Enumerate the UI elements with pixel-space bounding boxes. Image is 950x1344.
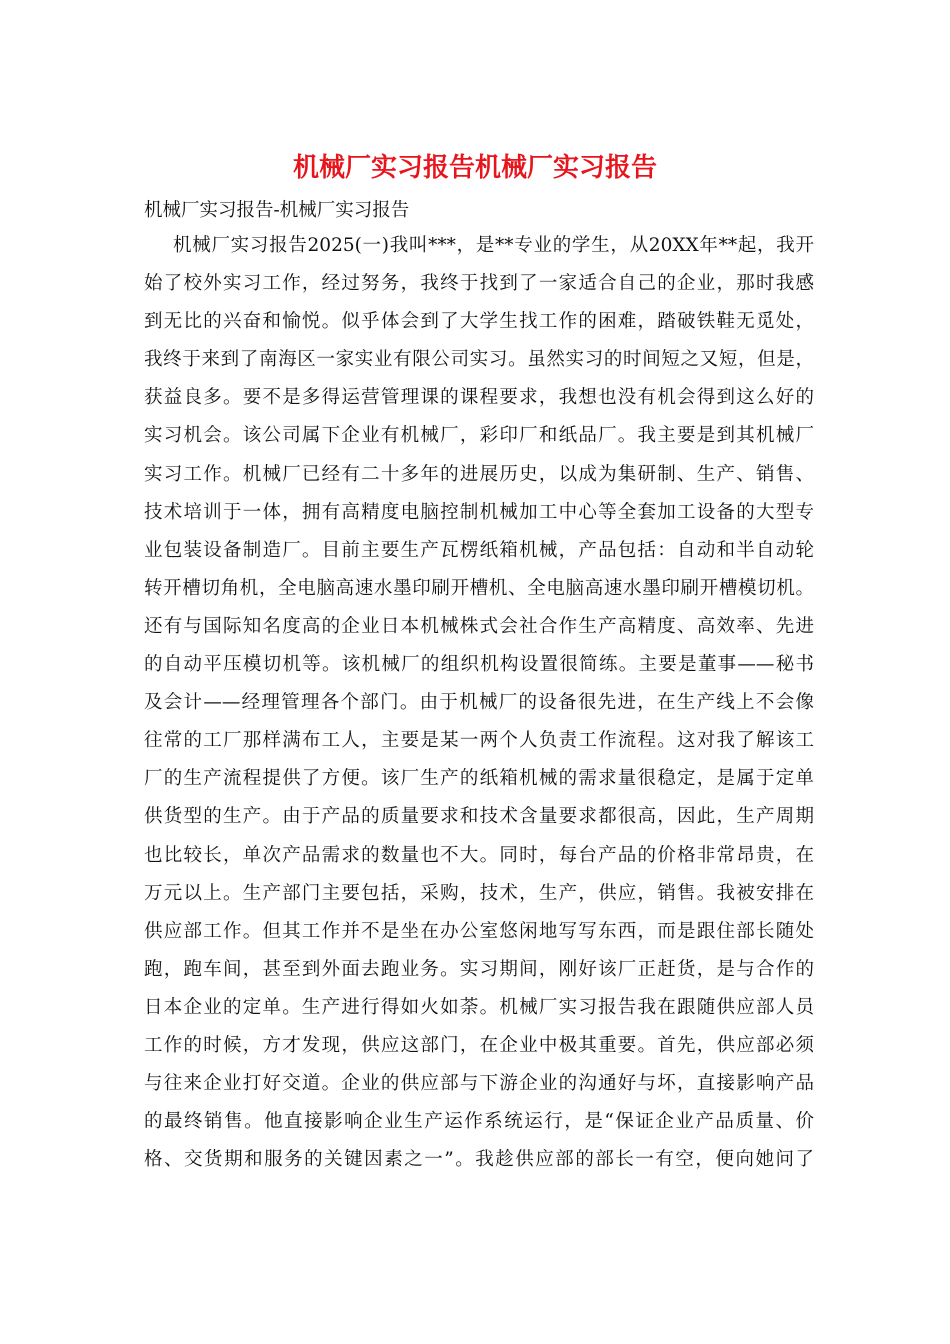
body-line: 也比较长，单次产品需求的数量也不大。同时，每台产品的价格非常昂贵，在 bbox=[144, 844, 814, 866]
body-line: 工作的时候，方才发现，供应这部门，在企业中极其重要。首先，供应部必须 bbox=[144, 1034, 814, 1056]
body-line: 实习机会。该公司属下企业有机械厂，彩印厂和纸品厂。我主要是到其机械厂 bbox=[144, 425, 814, 447]
body-line: 技术培训于一体，拥有高精度电脑控制机械加工中心等全套加工设备的大型专 bbox=[144, 501, 814, 523]
body-line: 供货型的生产。由于产品的质量要求和技术含量要求都很高，因此，生产周期 bbox=[144, 806, 814, 828]
body-line: 实习工作。机械厂已经有二十多年的进展历史，以成为集研制、生产、销售、 bbox=[144, 463, 814, 485]
body-line: 的最终销售。他直接影响企业生产运作系统运行，是“保证企业产品质量、价 bbox=[144, 1111, 814, 1133]
body-line: 我终于来到了南海区一家实业有限公司实习。虽然实习的时间短之又短，但是， bbox=[144, 349, 814, 371]
body-line: 获益良多。要不是多得运营管理课的课程要求，我想也没有机会得到这么好的 bbox=[144, 387, 814, 409]
body-line: 跑，跑车间，甚至到外面去跑业务。实习期间，刚好该厂正赶货，是与合作的 bbox=[144, 958, 814, 980]
document-subtitle: 机械厂实习报告-机械厂实习报告 bbox=[144, 200, 410, 221]
body-line: 及会计——经理管理各个部门。由于机械厂的设备很先进，在生产线上不会像 bbox=[144, 692, 814, 714]
body-line: 机械厂实习报告2025(一)我叫***，是**专业的学生，从20XX年**起，我开 bbox=[173, 235, 814, 256]
body-line: 转开槽切角机，全电脑高速水墨印刷开槽机、全电脑高速水墨印刷开槽模切机。 bbox=[144, 577, 814, 599]
body-line: 厂的生产流程提供了方便。该厂生产的纸箱机械的需求量很稳定，是属于定单 bbox=[144, 768, 814, 790]
body-line: 万元以上。生产部门主要包括，采购，技术，生产，供应，销售。我被安排在 bbox=[144, 882, 814, 904]
body-line: 往常的工厂那样满布工人，主要是某一两个人负责工作流程。这对我了解该工 bbox=[144, 730, 814, 752]
body-line: 与往来企业打好交道。企业的供应部与下游企业的沟通好与坏，直接影响产品 bbox=[144, 1073, 814, 1095]
body-line: 日本企业的定单。生产进行得如火如荼。机械厂实习报告我在跟随供应部人员 bbox=[144, 996, 814, 1018]
document-body bbox=[144, 227, 814, 1179]
body-line: 到无比的兴奋和愉悦。似乎体会到了大学生找工作的困难，踏破铁鞋无觅处， bbox=[144, 311, 814, 333]
body-line: 格、交货期和服务的关键因素之一”。我趁供应部的部长一有空，便向她问了 bbox=[144, 1149, 814, 1171]
body-line: 的自动平压模切机等。该机械厂的组织机构设置很简练。主要是董事——秘书 bbox=[144, 654, 814, 676]
body-line: 业包装设备制造厂。目前主要生产瓦楞纸箱机械，产品包括：自动和半自动轮 bbox=[144, 539, 814, 561]
document-title: 机械厂实习报告机械厂实习报告 bbox=[292, 153, 657, 183]
body-line: 还有与国际知名度高的企业日本机械株式会社合作生产高精度、高效率、先进 bbox=[144, 615, 814, 637]
body-line: 始了校外实习工作，经过努务，我终于找到了一家适合自己的企业，那时我感 bbox=[144, 273, 814, 295]
body-line: 供应部工作。但其工作并不是坐在办公室悠闲地写写东西，而是跟住部长随处 bbox=[144, 920, 814, 942]
